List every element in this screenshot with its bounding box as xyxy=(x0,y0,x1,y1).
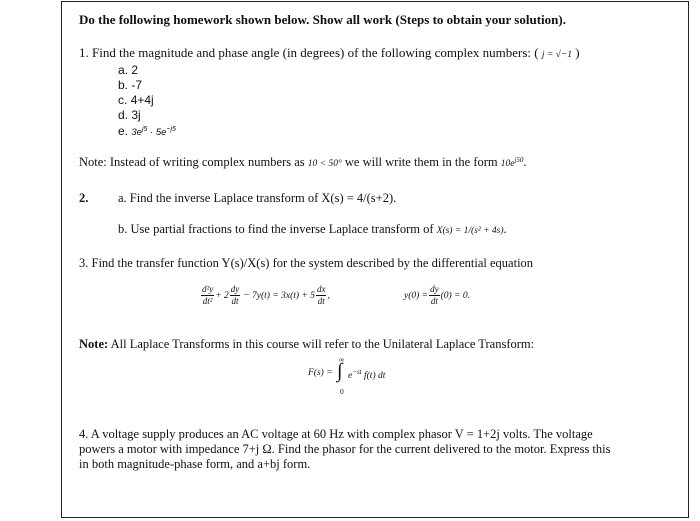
eq-second-derivative: $\frac{\text{d²y}}{\text{dt²}}$ xyxy=(202,284,214,306)
j-definition: j = √−1 xyxy=(541,50,573,60)
question-1-close: ) xyxy=(575,45,580,60)
initial-derivative: $\frac{dy}{dt}$ xyxy=(430,284,439,306)
q1-item-b: b. -7 xyxy=(118,78,143,92)
differential-equation: $\frac{\text{d²y}}{\text{dt²}}$ + 2 $\frac{dy}{dt}$ − 7y(t) = 3x(t) + 5 $\frac{dx}{dt}$ , xyxy=(202,284,330,306)
question-2-number: 2. xyxy=(79,191,89,205)
question-4: 4. A voltage supply produces an AC voltage at 60 Hz with complex phasor V = 1+2j volts. The voltage powers a motor with impedance 7+j Ω. Find the phasor for the current delivered to the motor. Express this in both magnitude-phase form, and a+bj form. xyxy=(79,427,611,471)
q1-item-e: e. $3e^{j5} \cdot 5e^{-j5}$ xyxy=(118,124,176,138)
question-1-number: 1. xyxy=(79,45,89,60)
q1-item-c: c. 4+4j xyxy=(118,93,154,107)
instructions-header: Do the following homework shown below. Show all work (Steps to obtain your solution). xyxy=(79,12,566,27)
note-complex-form: Note: Instead of writing complex numbers as 10 < 50° we will write them in the form $10e^{j50}$. xyxy=(79,155,527,169)
question-2a: a. Find the inverse Laplace transform of X(s) = 4/(s+2). xyxy=(118,191,397,205)
q1-item-e-expression: $3e^{j5} \cdot 5e^{-j5}$ xyxy=(131,125,176,138)
question-1 xyxy=(79,45,580,61)
eq-first-derivative: $\frac{dy}{dt}$ xyxy=(230,284,240,306)
note-laplace: Note: All Laplace Transforms in this course will refer to the Unilateral Laplace Transform: xyxy=(79,337,535,351)
question-2b: b. Use partial fractions to find the inverse Laplace transform of X(s) = 1/(s² + 4s). xyxy=(118,222,507,236)
laplace-formula: F(s) = ∞ ∫ 0 $e^{-st}$ f(t) dt xyxy=(308,355,386,396)
note-polar-example: 10 < 50° xyxy=(307,159,342,169)
q1-item-d: d. 3j xyxy=(118,108,141,122)
question-1-text: Find the magnitude and phase angle (in degrees) of the following complex numbers: ( xyxy=(92,45,539,60)
eq-input-derivative: $\frac{dx}{dt}$ xyxy=(316,284,326,306)
question-3: 3. Find the transfer function Y(s)/X(s) for the system described by the differential equation xyxy=(79,256,534,270)
initial-conditions: y(0) = $\frac{dy}{dt}$ (0) = 0. xyxy=(404,284,470,306)
question-2b-expression: X(s) = 1/(s² + 4s) xyxy=(436,226,504,236)
q1-item-a: a. 2 xyxy=(118,63,139,77)
integral-sign: ∫ xyxy=(337,360,343,382)
note-exponential-example: $10e^{j50}$ xyxy=(500,155,524,169)
